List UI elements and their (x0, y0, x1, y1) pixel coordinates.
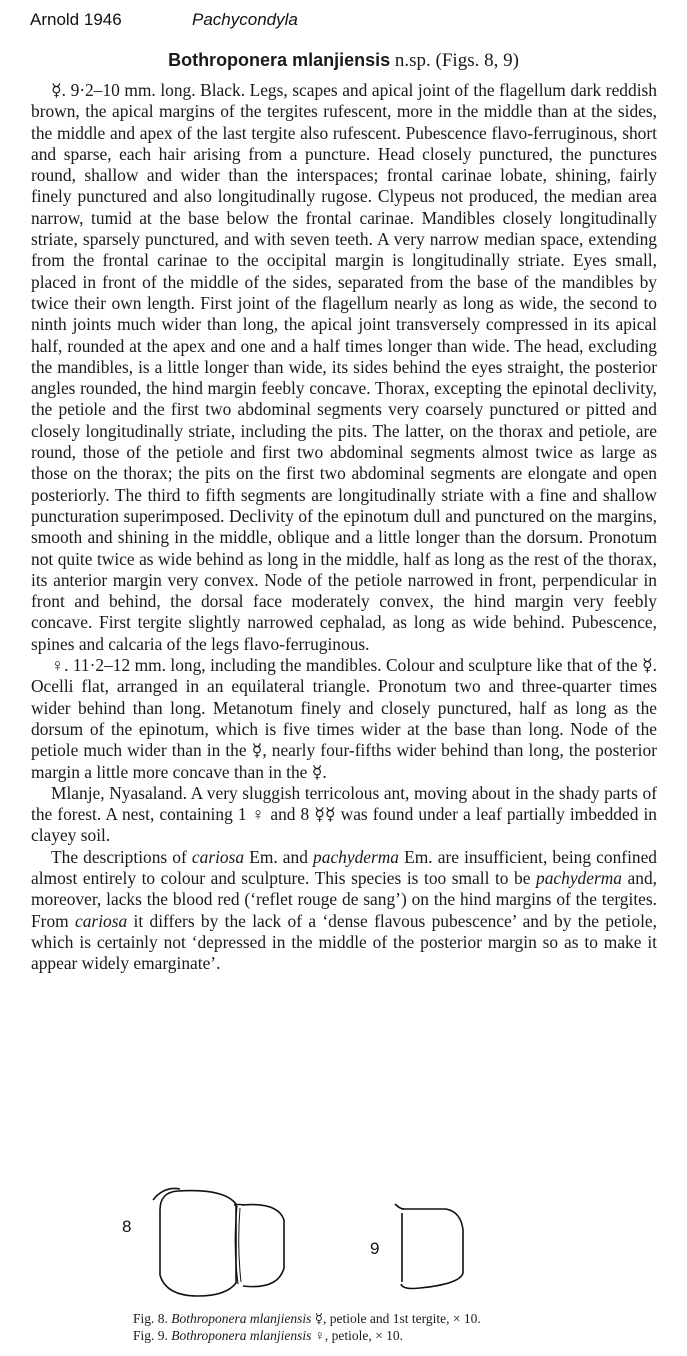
caption-prefix: Fig. 9. (133, 1328, 172, 1343)
taxon-name: cariosa (75, 910, 128, 931)
locality-note: Mlanje, Nyasaland. A very sluggish terricolous ant, moving about in the shady parts of the forest. A nest, containing 1 ♀ and 8 ☿☿ was found under a leaf partially imbedded in clayey soil. (31, 782, 657, 846)
fig8-petiole-drawing (153, 1188, 284, 1296)
taxon-name: cariosa (191, 846, 245, 867)
caption-prefix: Fig. 8. (133, 1311, 172, 1326)
caption-species: Bothroponera mlanjiensis (171, 1328, 312, 1343)
running-header-author: Arnold 1946 (30, 10, 122, 29)
figure-drawings (0, 1180, 687, 1300)
comparison-text: Em. are insufficient, being confined almost entirely to colour and sculpture. This species is too small to be (31, 846, 658, 888)
comparison-note (31, 847, 657, 975)
species-title-suffix: n.sp. (Figs. 8, 9) (390, 50, 519, 71)
caption-detail: ☿, petiole and 1st tergite, × 10. (311, 1311, 481, 1326)
fig8-label: 8 (122, 1217, 132, 1236)
caption-species: Bothroponera mlanjiensis (171, 1311, 312, 1326)
female-description: ♀. 11·2–12 mm. long, including the mandibles. Colour and sculpture like that of the ☿. Ocelli flat, arranged in an equilateral triangle. Pronotum two and three-quarter times wider behind than long. Metanotum finely and closely punctured, half as long as the dorsum of the epinotum, which is five times wider at the base than long. Node of the petiole much wider than in the ☿, nearly four-fifths wider behind than long, the posterior margin a little more concave than in the ☿. (31, 655, 657, 782)
running-header-genus: Pachycondyla (192, 10, 298, 29)
species-title (0, 50, 687, 72)
comparison-text: Em. and (244, 846, 314, 867)
fig9-caption (133, 1327, 481, 1344)
comparison-text: The descriptions of (51, 846, 192, 867)
fig9-label: 9 (370, 1239, 380, 1258)
figure-captions (133, 1310, 481, 1344)
fig9-petiole-drawing (395, 1204, 463, 1289)
description-body (31, 80, 657, 974)
taxon-name: pachyderma (313, 846, 400, 867)
fig8-caption (133, 1310, 481, 1327)
figure-area (0, 1180, 687, 1300)
species-name: Bothroponera mlanjiensis (168, 50, 391, 70)
taxon-name: pachyderma (536, 867, 622, 888)
worker-description: ☿. 9·2–10 mm. long. Black. Legs, scapes and apical joint of the flagellum dark reddish brown, the apical margins of the tergites rufescent, more in the middle than at the sides, the middle and apex of the last tergite also rufescent. Pubescence flavo-ferruginous, short and sparse, each hair arising from a puncture. Head closely punctured, the punctures round, shallow and wider than the interspaces; frontal carinae lobate, shining, fairly finely punctured and also longitudinally rugose. Clypeus not produced, the median area narrow, tumid at the base below the frontal carinae. Mandibles closely longitudinally striate, sparsely punctured, and with seven teeth. A very narrow median space, extending from the frontal carinae to the occipital margin is longitudinally striate. Eyes small, placed in front of the middle of the sides, separated from the base of the mandibles by twice their own length. First joint of the flagellum nearly as long as wide, the second to ninth joints much wider than long, the apical joint transversely compressed in its apical half, rounded at the apex and one and a half times longer than wide. The head, excluding the mandibles, is a little longer than wide, its sides behind the eyes straight, the posterior angles rounded, the hind margin feebly concave. Thorax, excepting the epinotal declivity, the petiole and the first two abdominal segments very coarsely punctured or pitted and closely longitudinally striate, including the pits. The latter, on the thorax and petiole, are round, those of the petiole and first two abdominal segments almost twice as large as those on the thorax; the pits on the first two abdominal segments are elongate and open posteriorly. The third to fifth segments are longitudinally striate with a fine and shallow puncturation superimposed. Declivity of the epinotum dull and punctured on the margins, smooth and shining in the middle, oblique and a little longer than the dorsum. Pronotum not quite twice as wide behind as long in the middle, half as long as the rest of the thorax, its anterior margin very convex. Node of the petiole narrowed in front, perpendicular in front and behind, the dorsal face moderately convex, the hind margin very feebly concave. First tergite slightly narrowed cephalad, as long as wide behind. Pubescence, spines and calcaria of the legs flavo-ferruginous. (31, 80, 657, 654)
caption-detail: ♀, petiole, × 10. (311, 1328, 403, 1343)
comparison-text: it differs by the lack of a ‘dense flavous pubescence’ and by the petiole, which is certainly not ‘depressed in the middle of the posterior margin so as to make it appear widely emarginate’. (31, 910, 657, 974)
comparison-text: and, moreover, lacks the blood red (‘reflet rouge de sang’) on the hind margins of the tergites. From (31, 867, 657, 931)
